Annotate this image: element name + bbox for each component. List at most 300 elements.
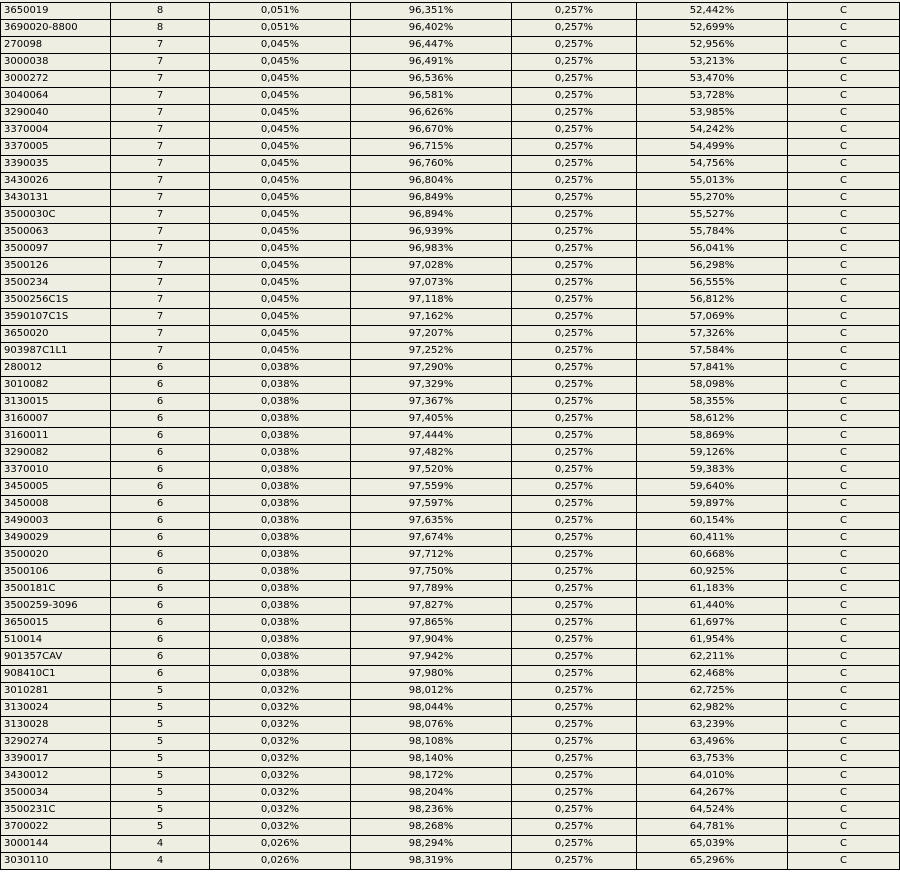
- item-share-cell[interactable]: 0,257%: [512, 207, 637, 223]
- quantity-cell[interactable]: 7: [111, 156, 210, 172]
- cumulative-item-share-cell[interactable]: 61,183%: [637, 581, 788, 597]
- abc-class-cell[interactable]: C: [788, 20, 900, 36]
- cumulative-percentage-cell[interactable]: 97,980%: [351, 666, 512, 682]
- cumulative-percentage-cell[interactable]: 96,670%: [351, 122, 512, 138]
- cumulative-item-share-cell[interactable]: 56,555%: [637, 275, 788, 291]
- item-code-cell[interactable]: 3650020: [0, 326, 111, 342]
- item-code-cell[interactable]: 3160007: [0, 411, 111, 427]
- abc-class-cell[interactable]: C: [788, 71, 900, 87]
- item-share-cell[interactable]: 0,257%: [512, 241, 637, 257]
- quantity-cell[interactable]: 7: [111, 241, 210, 257]
- abc-class-cell[interactable]: C: [788, 785, 900, 801]
- abc-class-cell[interactable]: C: [788, 496, 900, 512]
- percentage-cell[interactable]: 0,038%: [210, 615, 351, 631]
- abc-class-cell[interactable]: C: [788, 241, 900, 257]
- cumulative-percentage-cell[interactable]: 97,904%: [351, 632, 512, 648]
- cumulative-percentage-cell[interactable]: 97,329%: [351, 377, 512, 393]
- percentage-cell[interactable]: 0,038%: [210, 462, 351, 478]
- cumulative-item-share-cell[interactable]: 63,753%: [637, 751, 788, 767]
- cumulative-item-share-cell[interactable]: 53,213%: [637, 54, 788, 70]
- cumulative-item-share-cell[interactable]: 65,296%: [637, 853, 788, 869]
- cumulative-item-share-cell[interactable]: 64,267%: [637, 785, 788, 801]
- quantity-cell[interactable]: 7: [111, 139, 210, 155]
- cumulative-percentage-cell[interactable]: 97,520%: [351, 462, 512, 478]
- item-share-cell[interactable]: 0,257%: [512, 717, 637, 733]
- item-code-cell[interactable]: 901357CAV: [0, 649, 111, 665]
- quantity-cell[interactable]: 6: [111, 445, 210, 461]
- item-share-cell[interactable]: 0,257%: [512, 666, 637, 682]
- cumulative-item-share-cell[interactable]: 59,897%: [637, 496, 788, 512]
- cumulative-item-share-cell[interactable]: 64,010%: [637, 768, 788, 784]
- item-code-cell[interactable]: 3390017: [0, 751, 111, 767]
- percentage-cell[interactable]: 0,045%: [210, 139, 351, 155]
- percentage-cell[interactable]: 0,045%: [210, 343, 351, 359]
- item-share-cell[interactable]: 0,257%: [512, 258, 637, 274]
- item-share-cell[interactable]: 0,257%: [512, 632, 637, 648]
- percentage-cell[interactable]: 0,045%: [210, 292, 351, 308]
- item-share-cell[interactable]: 0,257%: [512, 530, 637, 546]
- abc-class-cell[interactable]: C: [788, 853, 900, 869]
- item-share-cell[interactable]: 0,257%: [512, 428, 637, 444]
- item-share-cell[interactable]: 0,257%: [512, 445, 637, 461]
- item-code-cell[interactable]: 270098: [0, 37, 111, 53]
- cumulative-percentage-cell[interactable]: 97,367%: [351, 394, 512, 410]
- quantity-cell[interactable]: 7: [111, 54, 210, 70]
- item-code-cell[interactable]: 3500063: [0, 224, 111, 240]
- cumulative-item-share-cell[interactable]: 57,841%: [637, 360, 788, 376]
- item-share-cell[interactable]: 0,257%: [512, 37, 637, 53]
- cumulative-percentage-cell[interactable]: 97,444%: [351, 428, 512, 444]
- abc-class-cell[interactable]: C: [788, 88, 900, 104]
- cumulative-item-share-cell[interactable]: 57,326%: [637, 326, 788, 342]
- percentage-cell[interactable]: 0,038%: [210, 394, 351, 410]
- cumulative-percentage-cell[interactable]: 96,402%: [351, 20, 512, 36]
- abc-class-cell[interactable]: C: [788, 37, 900, 53]
- abc-class-cell[interactable]: C: [788, 581, 900, 597]
- quantity-cell[interactable]: 7: [111, 343, 210, 359]
- abc-class-cell[interactable]: C: [788, 666, 900, 682]
- percentage-cell[interactable]: 0,032%: [210, 683, 351, 699]
- item-share-cell[interactable]: 0,257%: [512, 105, 637, 121]
- item-share-cell[interactable]: 0,257%: [512, 683, 637, 699]
- cumulative-item-share-cell[interactable]: 64,524%: [637, 802, 788, 818]
- percentage-cell[interactable]: 0,051%: [210, 3, 351, 19]
- percentage-cell[interactable]: 0,038%: [210, 411, 351, 427]
- item-code-cell[interactable]: 3290040: [0, 105, 111, 121]
- percentage-cell[interactable]: 0,038%: [210, 547, 351, 563]
- cumulative-item-share-cell[interactable]: 61,697%: [637, 615, 788, 631]
- percentage-cell[interactable]: 0,038%: [210, 632, 351, 648]
- cumulative-percentage-cell[interactable]: 97,405%: [351, 411, 512, 427]
- item-code-cell[interactable]: 3500181C: [0, 581, 111, 597]
- percentage-cell[interactable]: 0,045%: [210, 207, 351, 223]
- cumulative-percentage-cell[interactable]: 96,804%: [351, 173, 512, 189]
- percentage-cell[interactable]: 0,038%: [210, 564, 351, 580]
- item-share-cell[interactable]: 0,257%: [512, 547, 637, 563]
- quantity-cell[interactable]: 6: [111, 394, 210, 410]
- cumulative-percentage-cell[interactable]: 97,559%: [351, 479, 512, 495]
- percentage-cell[interactable]: 0,045%: [210, 224, 351, 240]
- cumulative-percentage-cell[interactable]: 97,118%: [351, 292, 512, 308]
- item-code-cell[interactable]: 3370010: [0, 462, 111, 478]
- percentage-cell[interactable]: 0,045%: [210, 241, 351, 257]
- abc-class-cell[interactable]: C: [788, 54, 900, 70]
- item-share-cell[interactable]: 0,257%: [512, 785, 637, 801]
- abc-class-cell[interactable]: C: [788, 479, 900, 495]
- quantity-cell[interactable]: 7: [111, 173, 210, 189]
- cumulative-percentage-cell[interactable]: 97,597%: [351, 496, 512, 512]
- percentage-cell[interactable]: 0,045%: [210, 326, 351, 342]
- cumulative-item-share-cell[interactable]: 62,211%: [637, 649, 788, 665]
- quantity-cell[interactable]: 7: [111, 292, 210, 308]
- cumulative-percentage-cell[interactable]: 98,012%: [351, 683, 512, 699]
- percentage-cell[interactable]: 0,045%: [210, 190, 351, 206]
- cumulative-percentage-cell[interactable]: 96,849%: [351, 190, 512, 206]
- item-code-cell[interactable]: 3370005: [0, 139, 111, 155]
- item-share-cell[interactable]: 0,257%: [512, 122, 637, 138]
- quantity-cell[interactable]: 7: [111, 190, 210, 206]
- item-code-cell[interactable]: 3500106: [0, 564, 111, 580]
- percentage-cell[interactable]: 0,051%: [210, 20, 351, 36]
- abc-class-cell[interactable]: C: [788, 394, 900, 410]
- item-share-cell[interactable]: 0,257%: [512, 156, 637, 172]
- percentage-cell[interactable]: 0,032%: [210, 700, 351, 716]
- percentage-cell[interactable]: 0,038%: [210, 479, 351, 495]
- quantity-cell[interactable]: 6: [111, 496, 210, 512]
- cumulative-percentage-cell[interactable]: 97,674%: [351, 530, 512, 546]
- abc-class-cell[interactable]: C: [788, 632, 900, 648]
- quantity-cell[interactable]: 7: [111, 309, 210, 325]
- cumulative-item-share-cell[interactable]: 58,098%: [637, 377, 788, 393]
- quantity-cell[interactable]: 6: [111, 632, 210, 648]
- abc-class-cell[interactable]: C: [788, 377, 900, 393]
- percentage-cell[interactable]: 0,045%: [210, 275, 351, 291]
- cumulative-percentage-cell[interactable]: 98,204%: [351, 785, 512, 801]
- item-share-cell[interactable]: 0,257%: [512, 292, 637, 308]
- item-share-cell[interactable]: 0,257%: [512, 20, 637, 36]
- abc-class-cell[interactable]: C: [788, 768, 900, 784]
- cumulative-item-share-cell[interactable]: 60,925%: [637, 564, 788, 580]
- percentage-cell[interactable]: 0,045%: [210, 105, 351, 121]
- quantity-cell[interactable]: 6: [111, 462, 210, 478]
- percentage-cell[interactable]: 0,032%: [210, 802, 351, 818]
- quantity-cell[interactable]: 5: [111, 819, 210, 835]
- item-share-cell[interactable]: 0,257%: [512, 581, 637, 597]
- cumulative-item-share-cell[interactable]: 57,584%: [637, 343, 788, 359]
- cumulative-item-share-cell[interactable]: 54,499%: [637, 139, 788, 155]
- cumulative-item-share-cell[interactable]: 56,298%: [637, 258, 788, 274]
- quantity-cell[interactable]: 5: [111, 683, 210, 699]
- item-code-cell[interactable]: 3370004: [0, 122, 111, 138]
- item-code-cell[interactable]: 3430026: [0, 173, 111, 189]
- item-code-cell[interactable]: 3650019: [0, 3, 111, 19]
- cumulative-percentage-cell[interactable]: 97,207%: [351, 326, 512, 342]
- abc-class-cell[interactable]: C: [788, 3, 900, 19]
- abc-class-cell[interactable]: C: [788, 598, 900, 614]
- abc-class-cell[interactable]: C: [788, 802, 900, 818]
- item-code-cell[interactable]: 510014: [0, 632, 111, 648]
- percentage-cell[interactable]: 0,038%: [210, 428, 351, 444]
- cumulative-item-share-cell[interactable]: 63,496%: [637, 734, 788, 750]
- abc-class-cell[interactable]: C: [788, 836, 900, 852]
- quantity-cell[interactable]: 6: [111, 428, 210, 444]
- cumulative-item-share-cell[interactable]: 62,725%: [637, 683, 788, 699]
- cumulative-item-share-cell[interactable]: 52,699%: [637, 20, 788, 36]
- quantity-cell[interactable]: 6: [111, 581, 210, 597]
- cumulative-item-share-cell[interactable]: 62,982%: [637, 700, 788, 716]
- item-share-cell[interactable]: 0,257%: [512, 649, 637, 665]
- item-share-cell[interactable]: 0,257%: [512, 411, 637, 427]
- item-share-cell[interactable]: 0,257%: [512, 88, 637, 104]
- cumulative-percentage-cell[interactable]: 97,290%: [351, 360, 512, 376]
- cumulative-percentage-cell[interactable]: 96,581%: [351, 88, 512, 104]
- abc-class-cell[interactable]: C: [788, 275, 900, 291]
- abc-class-cell[interactable]: C: [788, 564, 900, 580]
- percentage-cell[interactable]: 0,038%: [210, 598, 351, 614]
- item-code-cell[interactable]: 908410C1: [0, 666, 111, 682]
- item-share-cell[interactable]: 0,257%: [512, 377, 637, 393]
- item-share-cell[interactable]: 0,257%: [512, 275, 637, 291]
- cumulative-percentage-cell[interactable]: 98,294%: [351, 836, 512, 852]
- abc-class-cell[interactable]: C: [788, 751, 900, 767]
- quantity-cell[interactable]: 8: [111, 20, 210, 36]
- cumulative-item-share-cell[interactable]: 64,781%: [637, 819, 788, 835]
- cumulative-percentage-cell[interactable]: 96,760%: [351, 156, 512, 172]
- item-code-cell[interactable]: 3500097: [0, 241, 111, 257]
- cumulative-percentage-cell[interactable]: 96,626%: [351, 105, 512, 121]
- item-code-cell[interactable]: 3130024: [0, 700, 111, 716]
- item-code-cell[interactable]: 3500020: [0, 547, 111, 563]
- abc-class-cell[interactable]: C: [788, 360, 900, 376]
- quantity-cell[interactable]: 6: [111, 547, 210, 563]
- percentage-cell[interactable]: 0,038%: [210, 666, 351, 682]
- quantity-cell[interactable]: 6: [111, 530, 210, 546]
- item-share-cell[interactable]: 0,257%: [512, 309, 637, 325]
- item-code-cell[interactable]: 3500034: [0, 785, 111, 801]
- item-code-cell[interactable]: 3430012: [0, 768, 111, 784]
- percentage-cell[interactable]: 0,026%: [210, 836, 351, 852]
- cumulative-percentage-cell[interactable]: 98,140%: [351, 751, 512, 767]
- cumulative-item-share-cell[interactable]: 58,355%: [637, 394, 788, 410]
- item-share-cell[interactable]: 0,257%: [512, 54, 637, 70]
- quantity-cell[interactable]: 5: [111, 751, 210, 767]
- cumulative-percentage-cell[interactable]: 96,983%: [351, 241, 512, 257]
- quantity-cell[interactable]: 6: [111, 479, 210, 495]
- abc-class-cell[interactable]: C: [788, 105, 900, 121]
- item-share-cell[interactable]: 0,257%: [512, 3, 637, 19]
- abc-class-cell[interactable]: C: [788, 513, 900, 529]
- percentage-cell[interactable]: 0,045%: [210, 54, 351, 70]
- percentage-cell[interactable]: 0,038%: [210, 581, 351, 597]
- abc-class-cell[interactable]: C: [788, 649, 900, 665]
- item-code-cell[interactable]: 3030110: [0, 853, 111, 869]
- item-share-cell[interactable]: 0,257%: [512, 139, 637, 155]
- item-share-cell[interactable]: 0,257%: [512, 700, 637, 716]
- cumulative-item-share-cell[interactable]: 52,442%: [637, 3, 788, 19]
- item-code-cell[interactable]: 3430131: [0, 190, 111, 206]
- cumulative-item-share-cell[interactable]: 56,041%: [637, 241, 788, 257]
- cumulative-percentage-cell[interactable]: 97,482%: [351, 445, 512, 461]
- quantity-cell[interactable]: 7: [111, 207, 210, 223]
- percentage-cell[interactable]: 0,038%: [210, 377, 351, 393]
- item-share-cell[interactable]: 0,257%: [512, 173, 637, 189]
- abc-class-cell[interactable]: C: [788, 734, 900, 750]
- cumulative-percentage-cell[interactable]: 97,789%: [351, 581, 512, 597]
- abc-class-cell[interactable]: C: [788, 139, 900, 155]
- item-share-cell[interactable]: 0,257%: [512, 479, 637, 495]
- quantity-cell[interactable]: 7: [111, 224, 210, 240]
- cumulative-percentage-cell[interactable]: 97,942%: [351, 649, 512, 665]
- percentage-cell[interactable]: 0,045%: [210, 173, 351, 189]
- percentage-cell[interactable]: 0,038%: [210, 445, 351, 461]
- cumulative-percentage-cell[interactable]: 96,536%: [351, 71, 512, 87]
- cumulative-item-share-cell[interactable]: 61,440%: [637, 598, 788, 614]
- cumulative-item-share-cell[interactable]: 59,126%: [637, 445, 788, 461]
- quantity-cell[interactable]: 7: [111, 258, 210, 274]
- abc-class-cell[interactable]: C: [788, 343, 900, 359]
- percentage-cell[interactable]: 0,026%: [210, 853, 351, 869]
- item-code-cell[interactable]: 3450005: [0, 479, 111, 495]
- quantity-cell[interactable]: 6: [111, 513, 210, 529]
- percentage-cell[interactable]: 0,032%: [210, 734, 351, 750]
- abc-class-cell[interactable]: C: [788, 530, 900, 546]
- quantity-cell[interactable]: 6: [111, 377, 210, 393]
- percentage-cell[interactable]: 0,038%: [210, 530, 351, 546]
- percentage-cell[interactable]: 0,038%: [210, 513, 351, 529]
- quantity-cell[interactable]: 7: [111, 326, 210, 342]
- abc-class-cell[interactable]: C: [788, 683, 900, 699]
- item-share-cell[interactable]: 0,257%: [512, 751, 637, 767]
- item-code-cell[interactable]: 3130015: [0, 394, 111, 410]
- cumulative-percentage-cell[interactable]: 98,236%: [351, 802, 512, 818]
- item-code-cell[interactable]: 3010281: [0, 683, 111, 699]
- cumulative-item-share-cell[interactable]: 55,527%: [637, 207, 788, 223]
- cumulative-item-share-cell[interactable]: 54,756%: [637, 156, 788, 172]
- abc-class-cell[interactable]: C: [788, 717, 900, 733]
- abc-class-cell[interactable]: C: [788, 462, 900, 478]
- item-code-cell[interactable]: 3500256C1S: [0, 292, 111, 308]
- percentage-cell[interactable]: 0,038%: [210, 649, 351, 665]
- cumulative-item-share-cell[interactable]: 54,242%: [637, 122, 788, 138]
- item-code-cell[interactable]: 3450008: [0, 496, 111, 512]
- cumulative-percentage-cell[interactable]: 98,108%: [351, 734, 512, 750]
- abc-class-cell[interactable]: C: [788, 207, 900, 223]
- item-code-cell[interactable]: 3690020-8800: [0, 20, 111, 36]
- abc-class-cell[interactable]: C: [788, 156, 900, 172]
- abc-class-cell[interactable]: C: [788, 190, 900, 206]
- cumulative-item-share-cell[interactable]: 63,239%: [637, 717, 788, 733]
- cumulative-item-share-cell[interactable]: 55,270%: [637, 190, 788, 206]
- item-share-cell[interactable]: 0,257%: [512, 513, 637, 529]
- item-code-cell[interactable]: 3040064: [0, 88, 111, 104]
- quantity-cell[interactable]: 6: [111, 360, 210, 376]
- abc-class-cell[interactable]: C: [788, 292, 900, 308]
- cumulative-item-share-cell[interactable]: 55,013%: [637, 173, 788, 189]
- percentage-cell[interactable]: 0,045%: [210, 258, 351, 274]
- cumulative-item-share-cell[interactable]: 56,812%: [637, 292, 788, 308]
- quantity-cell[interactable]: 6: [111, 666, 210, 682]
- abc-class-cell[interactable]: C: [788, 428, 900, 444]
- quantity-cell[interactable]: 7: [111, 122, 210, 138]
- quantity-cell[interactable]: 6: [111, 564, 210, 580]
- abc-class-cell[interactable]: C: [788, 122, 900, 138]
- item-code-cell[interactable]: 3290082: [0, 445, 111, 461]
- quantity-cell[interactable]: 5: [111, 785, 210, 801]
- item-share-cell[interactable]: 0,257%: [512, 343, 637, 359]
- item-share-cell[interactable]: 0,257%: [512, 836, 637, 852]
- cumulative-item-share-cell[interactable]: 59,383%: [637, 462, 788, 478]
- cumulative-percentage-cell[interactable]: 96,491%: [351, 54, 512, 70]
- quantity-cell[interactable]: 7: [111, 37, 210, 53]
- cumulative-item-share-cell[interactable]: 53,728%: [637, 88, 788, 104]
- quantity-cell[interactable]: 5: [111, 768, 210, 784]
- item-code-cell[interactable]: 903987C1L1: [0, 343, 111, 359]
- cumulative-percentage-cell[interactable]: 96,447%: [351, 37, 512, 53]
- item-code-cell[interactable]: 3500234: [0, 275, 111, 291]
- cumulative-percentage-cell[interactable]: 97,827%: [351, 598, 512, 614]
- item-share-cell[interactable]: 0,257%: [512, 734, 637, 750]
- percentage-cell[interactable]: 0,045%: [210, 88, 351, 104]
- item-share-cell[interactable]: 0,257%: [512, 615, 637, 631]
- cumulative-percentage-cell[interactable]: 96,939%: [351, 224, 512, 240]
- quantity-cell[interactable]: 6: [111, 649, 210, 665]
- item-share-cell[interactable]: 0,257%: [512, 768, 637, 784]
- cumulative-percentage-cell[interactable]: 97,865%: [351, 615, 512, 631]
- cumulative-item-share-cell[interactable]: 60,154%: [637, 513, 788, 529]
- item-code-cell[interactable]: 3500231C: [0, 802, 111, 818]
- abc-class-cell[interactable]: C: [788, 224, 900, 240]
- quantity-cell[interactable]: 5: [111, 700, 210, 716]
- quantity-cell[interactable]: 7: [111, 88, 210, 104]
- item-share-cell[interactable]: 0,257%: [512, 853, 637, 869]
- cumulative-percentage-cell[interactable]: 96,351%: [351, 3, 512, 19]
- percentage-cell[interactable]: 0,045%: [210, 156, 351, 172]
- item-share-cell[interactable]: 0,257%: [512, 819, 637, 835]
- quantity-cell[interactable]: 7: [111, 105, 210, 121]
- quantity-cell[interactable]: 6: [111, 598, 210, 614]
- cumulative-item-share-cell[interactable]: 65,039%: [637, 836, 788, 852]
- quantity-cell[interactable]: 5: [111, 717, 210, 733]
- cumulative-item-share-cell[interactable]: 60,668%: [637, 547, 788, 563]
- item-code-cell[interactable]: 3130028: [0, 717, 111, 733]
- cumulative-item-share-cell[interactable]: 58,869%: [637, 428, 788, 444]
- quantity-cell[interactable]: 5: [111, 734, 210, 750]
- item-code-cell[interactable]: 3000038: [0, 54, 111, 70]
- cumulative-percentage-cell[interactable]: 98,268%: [351, 819, 512, 835]
- item-code-cell[interactable]: 3490003: [0, 513, 111, 529]
- item-share-cell[interactable]: 0,257%: [512, 394, 637, 410]
- abc-class-cell[interactable]: C: [788, 258, 900, 274]
- item-code-cell[interactable]: 3490029: [0, 530, 111, 546]
- quantity-cell[interactable]: 4: [111, 836, 210, 852]
- abc-class-cell[interactable]: C: [788, 173, 900, 189]
- cumulative-item-share-cell[interactable]: 55,784%: [637, 224, 788, 240]
- item-share-cell[interactable]: 0,257%: [512, 802, 637, 818]
- item-code-cell[interactable]: 280012: [0, 360, 111, 376]
- item-code-cell[interactable]: 3650015: [0, 615, 111, 631]
- item-share-cell[interactable]: 0,257%: [512, 462, 637, 478]
- cumulative-percentage-cell[interactable]: 97,073%: [351, 275, 512, 291]
- cumulative-percentage-cell[interactable]: 98,172%: [351, 768, 512, 784]
- item-code-cell[interactable]: 3500126: [0, 258, 111, 274]
- quantity-cell[interactable]: 4: [111, 853, 210, 869]
- item-share-cell[interactable]: 0,257%: [512, 598, 637, 614]
- percentage-cell[interactable]: 0,032%: [210, 819, 351, 835]
- cumulative-item-share-cell[interactable]: 61,954%: [637, 632, 788, 648]
- cumulative-percentage-cell[interactable]: 97,028%: [351, 258, 512, 274]
- item-share-cell[interactable]: 0,257%: [512, 496, 637, 512]
- cumulative-percentage-cell[interactable]: 98,044%: [351, 700, 512, 716]
